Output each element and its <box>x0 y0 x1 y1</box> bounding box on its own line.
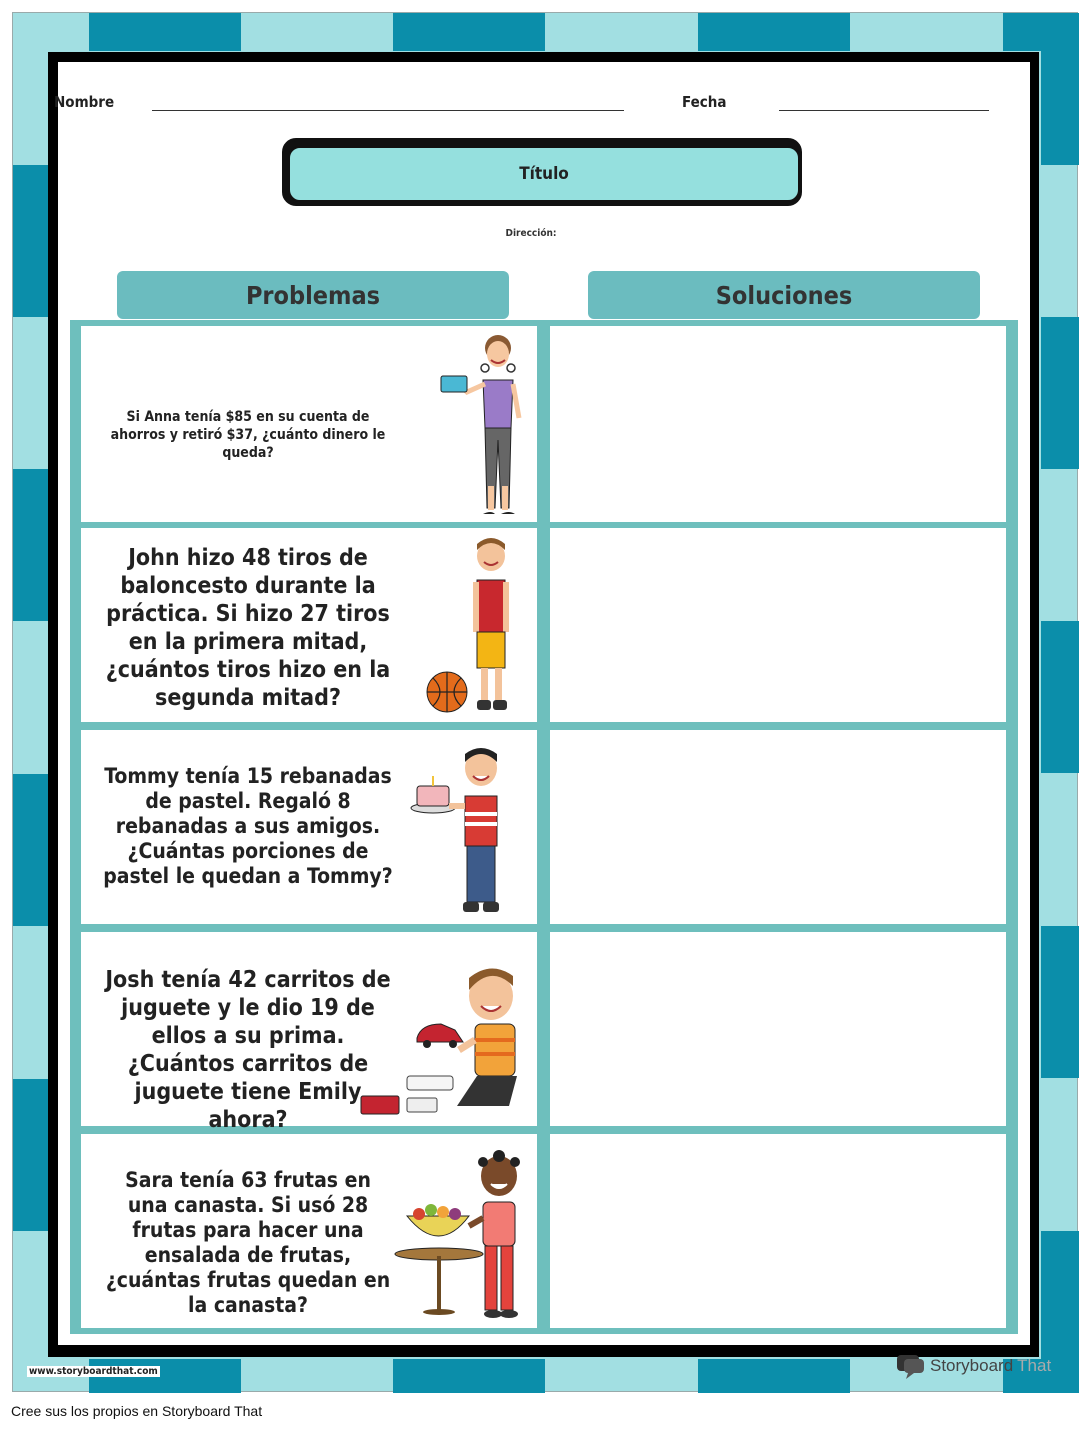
speech-bubble-icon <box>896 1353 926 1379</box>
direction-label: Dirección: <box>505 228 557 239</box>
border-square <box>1041 1231 1079 1359</box>
solution-cell[interactable] <box>550 730 1006 924</box>
problem-cell <box>81 528 537 722</box>
border-square <box>1041 317 1079 469</box>
problem-cell <box>81 1134 537 1328</box>
girl-with-fruit-bowl-illustration <box>397 1146 533 1326</box>
problem-text: Josh tenía 42 carritos de juguete y le dio 19 de ellos a su prima. ¿Cuántos carritos de juguete tiene Emily ahora? <box>105 967 391 1133</box>
border-square <box>698 13 850 51</box>
border-square <box>13 469 49 621</box>
solution-cell[interactable] <box>550 1134 1006 1328</box>
solutions-header: Soluciones <box>588 271 980 319</box>
problem-text: Tommy tenía 15 rebanadas de pastel. Regaló 8 rebanadas a sus amigos. ¿Cuántas porciones de pastel le quedan a Tommy? <box>103 764 393 888</box>
border-square <box>13 1079 49 1231</box>
problems-header: Problemas <box>117 271 509 319</box>
boy-with-basketball-illustration <box>421 534 531 720</box>
problems-table <box>70 320 1018 1334</box>
border-square <box>698 1359 850 1393</box>
footer-url[interactable]: www.storyboardthat.com <box>29 1366 158 1377</box>
boy-with-cake-illustration <box>411 742 521 922</box>
border-square <box>13 774 49 926</box>
date-label: Fecha <box>682 93 727 111</box>
worksheet-title[interactable]: Título <box>288 146 800 202</box>
problem-text: John hizo 48 tiros de baloncesto durante la práctica. Si hizo 27 tiros en la primera mitad, ¿cuántos tiros hizo en la segunda mitad? <box>105 545 391 711</box>
problem-text: Si Anna tenía $85 en su cuenta de ahorros y retiró $37, ¿cuánto dinero le queda? <box>110 409 386 461</box>
solution-cell[interactable] <box>550 932 1006 1126</box>
solution-cell[interactable] <box>550 326 1006 522</box>
brand-name: Storyboard <box>930 1356 1014 1375</box>
woman-holding-card-illustration <box>431 328 531 522</box>
brand-suffix: That <box>1017 1356 1052 1375</box>
storyboardthat-logo[interactable] <box>896 1352 1051 1380</box>
problem-cell <box>81 730 537 924</box>
date-field[interactable] <box>779 110 989 111</box>
border-square <box>89 13 241 51</box>
border-square <box>393 1359 545 1393</box>
problem-cell <box>81 326 537 522</box>
problem-text: Sara tenía 63 frutas en una canasta. Si usó 28 frutas para hacer una ensalada de frutas, ¿cuántas frutas quedan en la canasta? <box>105 1168 391 1317</box>
border-square <box>393 13 545 51</box>
name-field[interactable] <box>152 110 624 111</box>
problem-cell <box>81 932 537 1133</box>
border-square <box>1041 926 1079 1078</box>
solution-cell[interactable] <box>550 528 1006 722</box>
caption-text[interactable]: Cree sus los propios en Storyboard That <box>11 1403 263 1419</box>
border-square <box>1041 13 1079 165</box>
name-label: Nombre <box>54 93 115 111</box>
border-square <box>13 165 49 317</box>
border-square <box>1041 621 1079 773</box>
boy-with-toy-cars-illustration <box>359 956 531 1126</box>
